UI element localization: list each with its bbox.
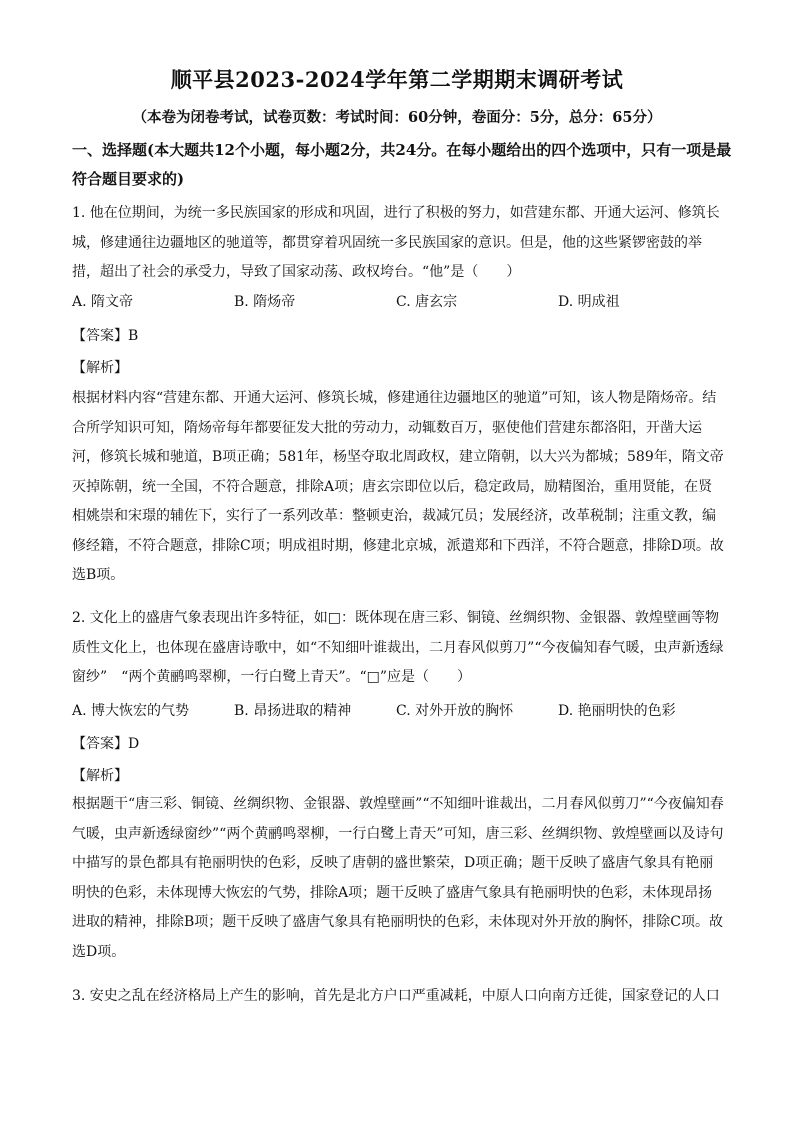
option-a: A. 隋文帝: [72, 294, 134, 310]
answer-label: 【答案】D: [72, 736, 140, 752]
question-3-stem: 3. 安史之乱在经济格局上产生的影响，首先是北方户口严重减耗，中原人口向南方迁徙，国家登记的人口: [72, 988, 720, 1004]
question-2-analysis: 根据题干“唐三彩、铜镜、丝绸织物、金银器、敦煌壁画”“不知细叶谁裁出，二月春风似剪刀”“今夜偏知春气暖，虫声新透绿窗纱”“两个黄鹂鸣翠柳，一行白鹭上青天”可知，唐三彩、丝绸织物、敦煌壁画以及诗句中描写的景色都具有艳丽明快的色彩，反映了唐朝的盛世繁荣，D项正确；题干反映了盛唐气象具有艳丽明快的色彩，未体现博大恢宏的气势，排除A项；题干反映了盛唐气象具有艳丽明快的色彩，未体现昂扬进取的精神，排除B项；题干反映了盛唐气象具有艳丽明快的色彩，未体现对外开放的胸怀，排除C项。故选D项。: [72, 796, 724, 960]
analysis-label: 【解析】: [72, 360, 128, 376]
analysis-label: 【解析】: [72, 768, 128, 784]
answer-label: 【答案】B: [72, 328, 139, 344]
question-1-options: [72, 291, 724, 321]
question-2-stem: 2. 文化上的盛唐气象表现出许多特征，如□：既体现在唐三彩、铜镜、丝绸织物、金银器、敦煌壁画等物质性文化上，也体现在盛唐诗歌中，如“不知细叶谁裁出，二月春风似剪刀”“今夜偏知春气暖，虫声新透绿窗纱” “两个黄鹂鸣翠柳，一行白鹭上青天”。“□”应是（ ）: [72, 610, 724, 685]
question-1-stem: 1. 他在位期间，为统一多民族国家的形成和巩固，进行了积极的努力，如营建东都、开通大运河、修筑长城，修建通往边疆地区的驰道等，都贯穿着巩固统一多民族国家的意识。但是，他的这些紧锣密鼓的举措，超出了社会的承受力，导致了国家动荡、政权垮台。“他”是（ ）: [72, 205, 720, 280]
question-2-options: [72, 700, 724, 730]
option-a: A. 博大恢宏的气势: [72, 703, 190, 719]
option-d: D. 明成祖: [558, 294, 620, 310]
page-title: 顺平县2023-2024学年第二学期期末调研考试: [170, 67, 624, 92]
question-1-analysis: 根据材料内容“营建东都、开通大运河、修筑长城，修建通往边疆地区的驰道”可知，该人物是隋炀帝。结合所学知识可知，隋炀帝每年都要征发大批的劳动力，动辄数百万，驱使他们营建东都洛阳，开凿大运河，修筑长城和驰道，B项正确；581年，杨坚夺取北周政权，建立隋朝，以大兴为都城；589年，隋文帝灭掉陈朝，统一全国，不符合题意，排除A项；唐玄宗即位以后，稳定政局，励精图治，重用贤能，在贤相姚崇和宋璟的辅佐下，实行了一系列改革：整顿吏治，裁减冗员；发展经济，改革税制；注重文教，编修经籍，不符合题意，排除C项；明成祖时期，修建北京城，派遣郑和下西洋，不符合题意，排除D项。故选B项。: [72, 390, 724, 583]
option-b: B. 昂扬进取的精神: [234, 703, 352, 719]
option-c: C. 唐玄宗: [396, 294, 458, 310]
option-c: C. 对外开放的胸怀: [396, 703, 514, 719]
option-b: B. 隋炀帝: [234, 294, 296, 310]
option-d: D. 艳丽明快的色彩: [558, 703, 676, 719]
section-heading: 一、选择题(本大题共12个小题，每小题2分，共24分。在每小题给出的四个选项中，只有一项是最符合题目要求的): [72, 141, 732, 188]
exam-subtitle: （本卷为闭卷考试，试卷页数：考试时间：60分钟，卷面分：5分，总分：65分）: [132, 109, 662, 126]
